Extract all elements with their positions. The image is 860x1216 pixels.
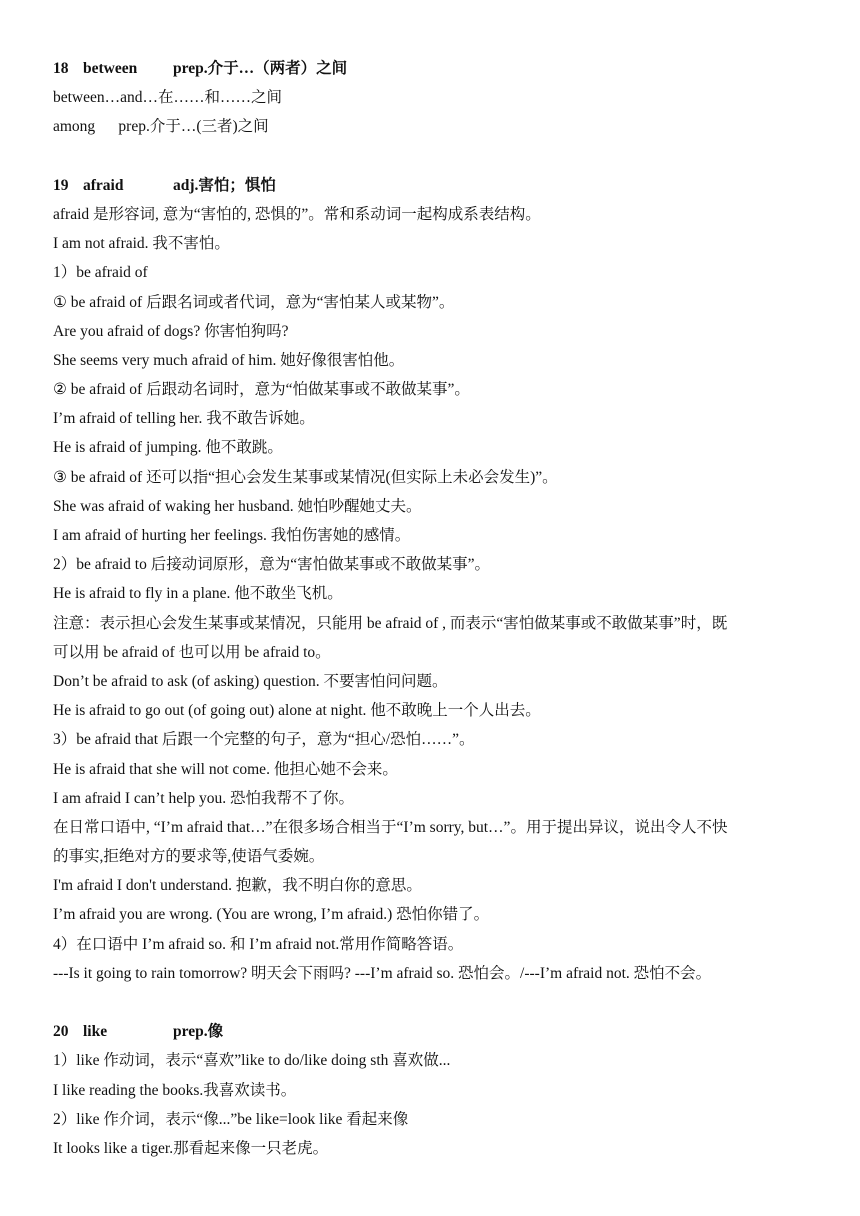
entry-part-of-speech: prep.像 (173, 1023, 224, 1041)
note-line: 可以用 be afraid of 也可以用 be afraid to。 (53, 643, 331, 661)
text-line: I am not afraid. 我不害怕。 (53, 235, 230, 253)
text-line: He is afraid to fly in a plane. 他不敢坐飞机。 (53, 585, 343, 603)
text-line: ---Is it going to rain tomorrow? 明天会下雨吗? ---I’m afraid so. 恐怕会。/---I’m afraid not. 恐怕不会。 (53, 964, 712, 982)
entry-number: 18 (53, 60, 69, 77)
entry-word: afraid (83, 176, 124, 194)
entry-heading-like (53, 1017, 813, 1046)
text-line: Don’t be afraid to ask (of asking) question. 不要害怕问问题。 (53, 672, 448, 690)
text-line: among prep.介于…(三者)之间 (53, 118, 269, 136)
blank-line (53, 988, 813, 1017)
entry-heading-afraid (53, 171, 813, 200)
entry-heading-between (53, 54, 813, 83)
text-line: ① be afraid of 后跟名词或者代词，意为“害怕某人或某物”。 (53, 293, 455, 311)
text-line: He is afraid of jumping. 他不敢跳。 (53, 439, 283, 457)
text-line: 2）like 作介词，表示“像...”be like=look like 看起来像 (53, 1110, 409, 1128)
text-line: 1）like 作动词，表示“喜欢”like to do/like doing sth 喜欢做... (53, 1052, 451, 1070)
entry-number: 20 (53, 1023, 69, 1041)
text-line: 1）be afraid of (53, 264, 148, 282)
text-line: I’m afraid of telling her. 我不敢告诉她。 (53, 410, 315, 428)
entry-part-of-speech: adj.害怕；惧怕 (173, 176, 276, 194)
text-line: He is afraid to go out (of going out) alone at night. 他不敢晚上一个人出去。 (53, 702, 541, 720)
note-line: 注意：表示担心会发生某事或某情况，只能用 be afraid of , 而表示“害怕做某事或不敢做某事”时，既 (53, 614, 728, 632)
text-line: 2）be afraid to 后接动词原形，意为“害怕做某事或不敢做某事”。 (53, 556, 490, 574)
text-line: I like reading the books.我喜欢读书。 (53, 1081, 297, 1099)
entry-word: between (83, 60, 138, 77)
text-line: I'm afraid I don't understand. 抱歉，我不明白你的意思。 (53, 877, 422, 895)
text-line: It looks like a tiger.那看起来像一只老虎。 (53, 1139, 329, 1157)
text-line: He is afraid that she will not come. 他担心她不会来。 (53, 760, 398, 778)
text-line: I am afraid of hurting her feelings. 我怕伤害她的感情。 (53, 527, 411, 544)
entry-word: like (83, 1023, 108, 1041)
text-line: ② be afraid of 后跟动名词时，意为“怕做某事或不敢做某事”。 (53, 381, 470, 399)
document-page (53, 54, 813, 1163)
spoken-usage-line: 在日常口语中, “I’m afraid that…”在很多场合相当于“I’m sorry, but…”。用于提出异议，说出令人不快 (53, 818, 728, 836)
text-line: ③ be afraid of 还可以指“担心会发生某事或某情况(但实际上未必会发生)”。 (53, 468, 558, 486)
text-line: Are you afraid of dogs? 你害怕狗吗? (53, 322, 289, 340)
entry-part-of-speech: prep.介于…（两者）之间 (173, 60, 348, 77)
text-line: 3）be afraid that 后跟一个完整的句子，意为“担心/恐怕……”。 (53, 731, 475, 749)
text-line: afraid 是形容词, 意为“害怕的, 恐惧的”。常和系动词一起构成系表结构。 (53, 205, 541, 223)
spoken-usage-line: 的事实,拒绝对方的要求等,使语气委婉。 (53, 848, 325, 866)
text-line: 4）在口语中 I’m afraid so. 和 I’m afraid not.常用作简略答语。 (53, 935, 464, 953)
entry-number: 19 (53, 176, 69, 194)
text-line: She seems very much afraid of him. 她好像很害怕他。 (53, 351, 405, 369)
blank-line (53, 142, 813, 171)
text-line: between…and…在……和……之间 (53, 89, 283, 107)
text-line: She was afraid of waking her husband. 她怕吵醒她丈夫。 (53, 497, 422, 515)
text-line: I’m afraid you are wrong. (You are wrong, I’m afraid.) 恐怕你错了。 (53, 906, 490, 924)
text-line: I am afraid I can’t help you. 恐怕我帮不了你。 (53, 789, 355, 807)
